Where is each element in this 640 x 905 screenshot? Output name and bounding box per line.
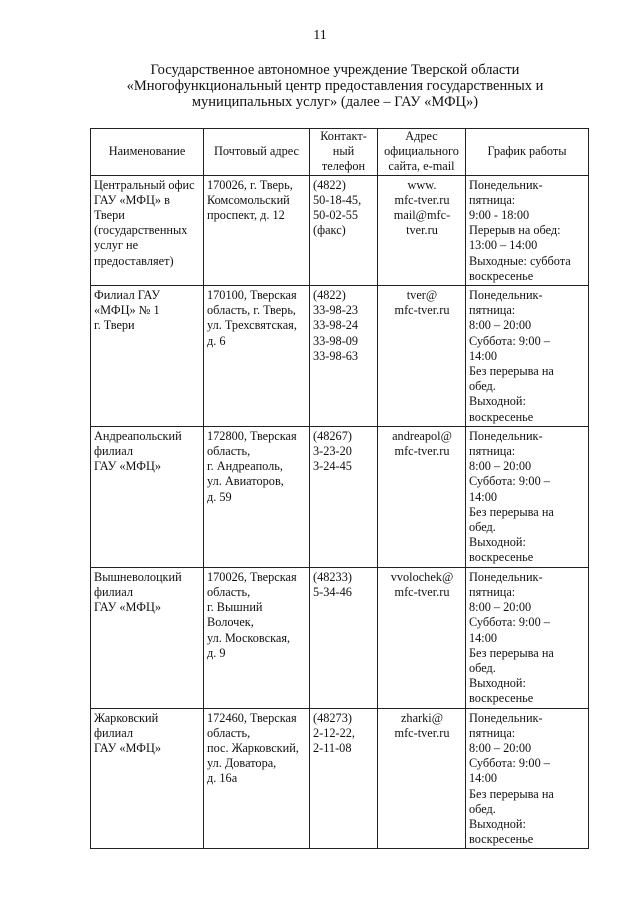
cell-phone: (4822) 50-18-45, 50-02-55 (факс) — [310, 175, 378, 285]
cell-address: 170026, Тверская область, г. Вышний Волочек, ул. Московская, д. 9 — [204, 567, 310, 708]
title-line-2: «Многофункциональный центр предоставления государственных и — [126, 78, 544, 94]
page-number: 11 — [313, 28, 327, 43]
cell-address: 172460, Тверская область, пос. Жарковский, ул. Доватора, д. 16а — [204, 708, 310, 849]
cell-site: www. mfc-tver.ru mail@mfc- tver.ru — [378, 175, 466, 285]
cell-phone: (48267) 3-23-20 3-24-45 — [310, 426, 378, 567]
cell-address: 170100, Тверская область, г. Тверь, ул. Трехсвятская, д. 6 — [204, 286, 310, 427]
cell-address: 170026, г. Тверь, Комсомольский проспект, д. 12 — [204, 175, 310, 285]
table-row — [91, 286, 589, 427]
cell-schedule: Понедельник- пятница: 8:00 – 20:00 Суббота: 9:00 – 14:00 Без перерыва на обед. Выходной: воскресенье — [466, 708, 589, 849]
table-row — [91, 567, 589, 708]
table-header-row — [91, 129, 589, 176]
header-phone: Контакт- ный телефон — [310, 129, 378, 176]
cell-address: 172800, Тверская область, г. Андреаполь, ул. Авиаторов, д. 59 — [204, 426, 310, 567]
cell-name: Вышневолоцкий филиал ГАУ «МФЦ» — [91, 567, 204, 708]
cell-schedule: Понедельник- пятница: 8:00 – 20:00 Суббота: 9:00 – 14:00 Без перерыва на обед. Выходной: воскресенье — [466, 567, 589, 708]
title-line-3: муниципальных услуг» (далее – ГАУ «МФЦ») — [191, 94, 479, 110]
title-line-1: Государственное автономное учреждение Тверской области — [150, 62, 520, 78]
table-row — [91, 708, 589, 849]
cell-schedule: Понедельник- пятница: 8:00 – 20:00 Суббота: 9:00 – 14:00 Без перерыва на обед. Выходной: воскресенье — [466, 286, 589, 427]
cell-name: Центральный офис ГАУ «МФЦ» в Твери (государственных услуг не предоставляет) — [91, 175, 204, 285]
cell-schedule: Понедельник- пятница: 9:00 - 18:00 Перерыв на обед: 13:00 – 14:00 Выходные: суббота воскресенье — [466, 175, 589, 285]
cell-site: zharki@ mfc-tver.ru — [378, 708, 466, 849]
cell-name: Жарковский филиал ГАУ «МФЦ» — [91, 708, 204, 849]
table-row — [91, 426, 589, 567]
header-site: Адрес официального сайта, e-mail — [378, 129, 466, 176]
document-title — [100, 62, 570, 110]
cell-phone: (48273) 2-12-22, 2-11-08 — [310, 708, 378, 849]
header-name: Наименование — [91, 129, 204, 176]
cell-site: vvolochek@ mfc-tver.ru — [378, 567, 466, 708]
cell-site: andreapol@ mfc-tver.ru — [378, 426, 466, 567]
cell-phone: (4822) 33-98-23 33-98-24 33-98-09 33-98-63 — [310, 286, 378, 427]
header-address: Почтовый адрес — [204, 129, 310, 176]
cell-name: Филиал ГАУ «МФЦ» № 1 г. Твери — [91, 286, 204, 427]
cell-phone: (48233) 5-34-46 — [310, 567, 378, 708]
cell-site: tver@ mfc-tver.ru — [378, 286, 466, 427]
offices-table — [90, 128, 589, 849]
cell-schedule: Понедельник- пятница: 8:00 – 20:00 Суббота: 9:00 – 14:00 Без перерыва на обед. Выходной: воскресенье — [466, 426, 589, 567]
header-schedule: График работы — [466, 129, 589, 176]
table-row — [91, 175, 589, 285]
cell-name: Андреапольский филиал ГАУ «МФЦ» — [91, 426, 204, 567]
